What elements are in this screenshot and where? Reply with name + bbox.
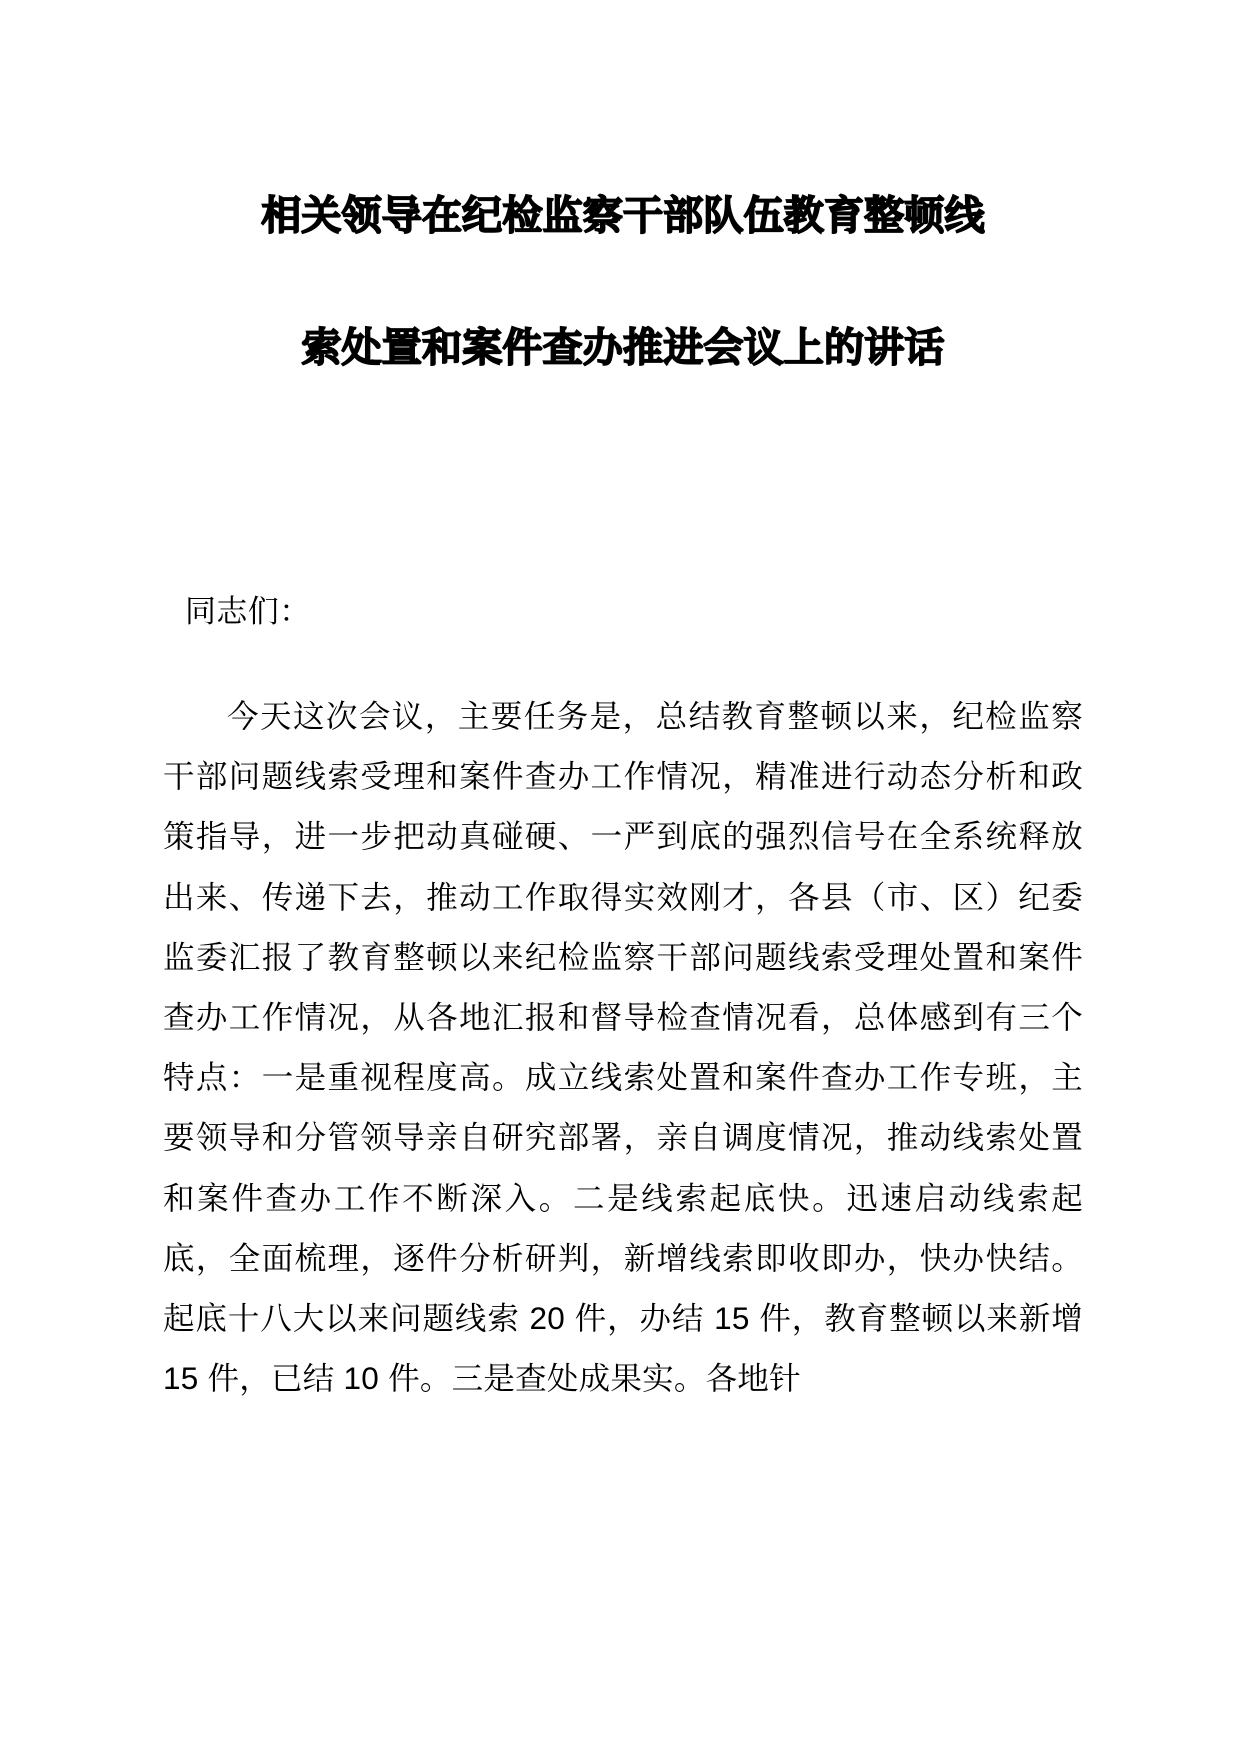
- document-content: [163, 0, 1083, 1408]
- page-title: [163, 0, 1083, 414]
- page-title-line-2: 索处置和案件查办推进会议上的讲话: [301, 326, 945, 370]
- salutation: 同志们：: [185, 594, 311, 629]
- page-title-line-1: 相关领导在纪检监察干部队伍教育整顿线: [261, 194, 985, 238]
- body-paragraph-1: 今天这次会议，主要任务是，总结教育整顿以来，纪检监察干部问题线索受理和案件查办工作情况，精准进行动态分析和政策指导，进一步把动真碰硬、一严到底的强烈信号在全系统释放出来、传递下去，推动工作取得实效刚才，各县（市、区）纪委监委汇报了教育整顿以来纪检监察干部问题线索受理处置和案件查办工作情况，从各地汇报和督导检查情况看，总体感到有三个特点：一是重视程度高。成立线索处置和案件查办工作专班，主要领导和分管领导亲自研究部署，亲自调度情况，推动线索处置和案件查办工作不断深入。二是线索起底快。迅速启动线索起底，全面梳理，逐件分析研判，新增线索即收即办，快办快结。起底十八大以来问题线索 20 件，办结 15 件，教育整顿以来新增 15 件，已结 10 件。三是查处成果实。各地针: [163, 698, 1083, 1397]
